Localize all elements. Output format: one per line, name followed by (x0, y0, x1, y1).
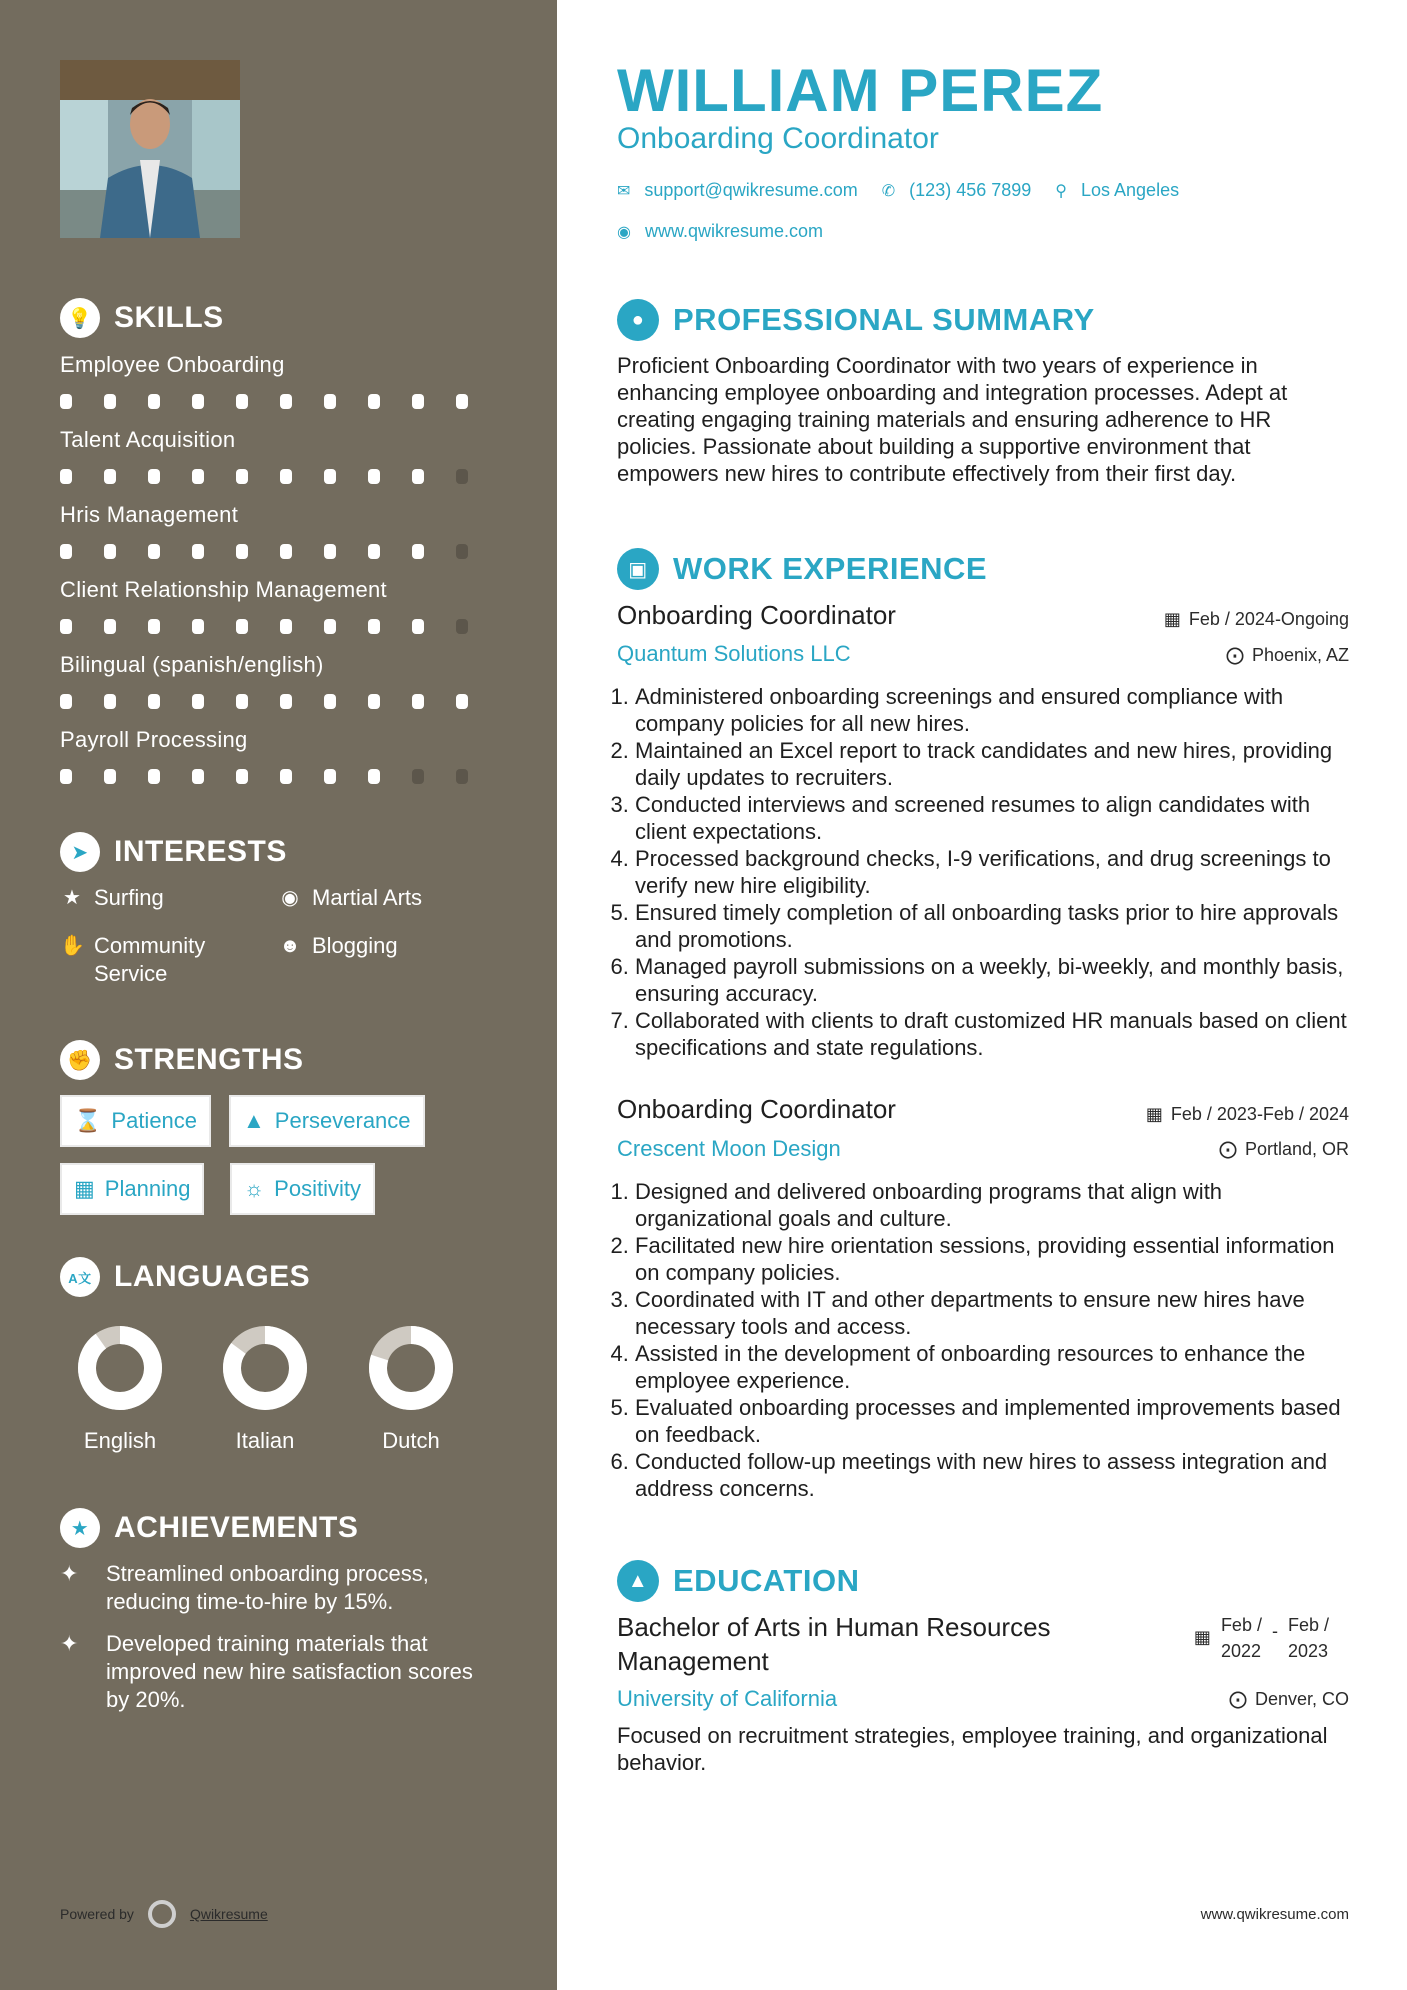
education-location (1229, 1689, 1349, 1710)
skill-dot (148, 469, 160, 484)
skill-dot (324, 694, 336, 709)
profile-photo (60, 60, 240, 238)
skill-dot (280, 694, 292, 709)
skill-dot (192, 769, 204, 784)
company-name: Crescent Moon Design (617, 1136, 841, 1161)
education-end (1288, 1612, 1329, 1664)
skill-dot (324, 544, 336, 559)
skill-name: Hris Management (60, 502, 239, 527)
skill-dot (192, 694, 204, 709)
skill-dot (60, 469, 72, 484)
skill-row (60, 427, 500, 484)
skill-dot (412, 469, 424, 484)
list-item: 1. Administered onboarding screenings and ensured compliance with company policies for all new hires. (635, 683, 1349, 737)
experience-heading (617, 548, 987, 590)
website-link[interactable]: www.qwikresume.com (644, 221, 824, 241)
skill-name: Talent Acquisition (60, 427, 236, 452)
language-ring (77, 1325, 163, 1411)
interests-title: INTERESTS (114, 835, 287, 868)
skill-dot (280, 394, 292, 409)
qwikresume-logo-icon (148, 1900, 176, 1928)
education-dates (1194, 1612, 1329, 1664)
calendar-icon: ▦ (1145, 1104, 1163, 1124)
achievement-text: Developed training materials that improved new hire satisfaction scores by 20%. (106, 1631, 473, 1712)
skill-dot (456, 394, 468, 409)
job-bullets (617, 683, 1349, 1061)
achievements-title: ACHIEVEMENTS (114, 1511, 359, 1544)
summary-heading (617, 299, 1095, 341)
skill-dot (368, 469, 380, 484)
graduation-cap-icon: ▲ (617, 1560, 659, 1602)
brand-link[interactable]: Qwikresume (189, 1906, 268, 1922)
skill-level-dots (60, 694, 500, 709)
language-ring (368, 1325, 454, 1411)
job-location (1226, 645, 1349, 666)
skill-dot (412, 394, 424, 409)
skill-dot (368, 544, 380, 559)
candidate-name: WILLIAM PEREZ (617, 57, 1104, 124)
chair-icon: ▣ (617, 548, 659, 590)
skill-level-dots (60, 394, 500, 409)
phone-text: (123) 456 7899 (909, 180, 1032, 200)
powered-by (60, 1900, 268, 1928)
education-location-text: Denver, CO (1254, 1689, 1349, 1709)
job-location (1219, 1139, 1349, 1160)
skill-dot (324, 619, 336, 634)
star-icon: ★ (63, 887, 81, 909)
skill-dot (456, 544, 468, 559)
pin-icon: ⨀ (1225, 645, 1244, 665)
skill-dot (324, 394, 336, 409)
skill-dot (148, 694, 160, 709)
skill-dot (236, 769, 248, 784)
skill-row (60, 577, 500, 634)
pin-icon: ⨀ (1218, 1139, 1237, 1159)
skill-dot (412, 544, 424, 559)
skill-dot (104, 694, 116, 709)
list-item: 4. Assisted in the development of onboarding resources to enhance the employee experience. (635, 1340, 1349, 1394)
skill-dot (148, 394, 160, 409)
list-item: 7. Collaborated with clients to draft customized HR manuals based on client specifications and state regulations. (635, 1007, 1349, 1061)
skill-level-dots (60, 469, 500, 484)
skill-dot (236, 619, 248, 634)
interest-label: Surfing (94, 885, 164, 910)
job-dates (1146, 1104, 1349, 1125)
interest-item (60, 932, 250, 988)
skill-dot (236, 544, 248, 559)
skill-dot (236, 469, 248, 484)
user-icon: ● (617, 299, 659, 341)
skill-row (60, 352, 500, 409)
list-item: 2. Facilitated new hire orientation sessions, providing essential information on company policies. (635, 1232, 1349, 1286)
job-title: Onboarding Coordinator (617, 1094, 896, 1124)
users-icon: ☻ (279, 935, 301, 957)
skill-dot (104, 394, 116, 409)
skill-dot (192, 469, 204, 484)
skill-dot (148, 544, 160, 559)
degree-title: Bachelor of Arts in Human Resources Management (617, 1612, 1051, 1676)
achievements-heading (60, 1508, 358, 1548)
job-bullets (617, 1178, 1349, 1502)
skill-name: Payroll Processing (60, 727, 248, 752)
interest-item (278, 932, 398, 960)
list-item: 6. Conducted follow-up meetings with new hires to assess integration and address concerns. (635, 1448, 1349, 1502)
skill-dot (324, 469, 336, 484)
skill-dot (280, 619, 292, 634)
skills-title: SKILLS (114, 301, 224, 334)
road-icon: ▲ (243, 1108, 265, 1133)
pin-icon: ⨀ (1228, 1689, 1247, 1709)
achievement-item (60, 1630, 500, 1714)
skill-dot (368, 619, 380, 634)
date-text: 2023 (1287, 1641, 1329, 1661)
skill-dot (148, 619, 160, 634)
strength-label: Patience (111, 1108, 198, 1133)
interests-heading (60, 832, 287, 872)
job-dates-text: Feb / 2023-Feb / 2024 (1170, 1104, 1349, 1124)
candidate-role: Onboarding Coordinator (617, 122, 939, 155)
skill-dot (60, 694, 72, 709)
company-name: Quantum Solutions LLC (617, 641, 851, 666)
strength-label: Perseverance (274, 1108, 411, 1133)
envelope-icon: ✉ (617, 182, 631, 200)
skill-name: Bilingual (spanish/english) (60, 652, 324, 677)
list-item: 5. Ensured timely completion of all onboarding tasks prior to hire approvals and promotions. (635, 899, 1349, 953)
language-ring (222, 1325, 308, 1411)
calendar-icon: ▦ (74, 1176, 95, 1201)
strength-tag (60, 1095, 211, 1147)
job-location-text: Phoenix, AZ (1251, 645, 1349, 665)
date-separator: - (1271, 1621, 1278, 1641)
phone-icon: ✆ (881, 182, 896, 200)
list-item: 6. Managed payroll submissions on a weekly, bi-weekly, and monthly basis, ensuring accuracy. (635, 953, 1349, 1007)
award-icon: ★ (60, 1508, 100, 1548)
list-item: 2. Maintained an Excel report to track candidates and new hires, providing daily updates to recruiters. (635, 737, 1349, 791)
map-pin-icon: ⚲ (1055, 182, 1067, 200)
skill-level-dots (60, 619, 500, 634)
skill-dot (412, 769, 424, 784)
strength-tag (229, 1095, 425, 1147)
skill-dot (280, 469, 292, 484)
skill-dot (236, 694, 248, 709)
shooting-star-icon: ✦ (60, 1561, 79, 1586)
interest-item (60, 884, 164, 912)
job-title: Onboarding Coordinator (617, 600, 896, 630)
strength-label: Planning (104, 1176, 191, 1201)
skill-name: Client Relationship Management (60, 577, 387, 602)
skills-heading (60, 298, 224, 338)
shooting-star-icon: ✦ (60, 1631, 79, 1656)
skill-dot (148, 769, 160, 784)
calendar-icon: ▦ (1193, 1627, 1211, 1647)
language-label: English (83, 1428, 157, 1453)
skill-dot (236, 394, 248, 409)
skill-dot (412, 619, 424, 634)
list-item: 3. Coordinated with IT and other departments to ensure new hires have necessary tools and access. (635, 1286, 1349, 1340)
strength-tag (230, 1163, 375, 1215)
skill-dot (456, 694, 468, 709)
languages-title: LANGUAGES (114, 1260, 311, 1293)
language-item (60, 1325, 180, 1454)
powered-by-label: Powered by (60, 1906, 134, 1922)
skill-dot (456, 469, 468, 484)
skill-dot (104, 769, 116, 784)
job-dates (1164, 609, 1349, 630)
skill-dot (104, 619, 116, 634)
list-item: 1. Designed and delivered onboarding programs that align with organizational goals and culture. (635, 1178, 1349, 1232)
strength-tag (60, 1163, 204, 1215)
language-label: Dutch (382, 1428, 440, 1453)
skill-name: Employee Onboarding (60, 352, 285, 377)
summary-text: Proficient Onboarding Coordinator with two years of experience in enhancing employee onboarding and integration processes. Adept at creating engaging training materials and ensuring adherence to HR policies. Passionate about building a supportive environment that empowers new hires to contribute effectively from their first day. (617, 353, 1288, 486)
strengths-heading (60, 1040, 304, 1080)
education-text: Focused on recruitment strategies, employee training, and organizational behavior. (617, 1723, 1328, 1775)
lightbulb-icon: 💡 (60, 298, 100, 338)
skill-dot (456, 769, 468, 784)
experience-title: WORK EXPERIENCE (673, 551, 988, 586)
skill-dot (368, 394, 380, 409)
skill-dot (456, 619, 468, 634)
interest-item (278, 884, 422, 912)
skill-dot (60, 394, 72, 409)
skill-row (60, 652, 500, 709)
footer-url[interactable]: www.qwikresume.com (1200, 1906, 1349, 1923)
skill-dot (324, 769, 336, 784)
skill-dot (412, 694, 424, 709)
interest-label: Community Service (94, 933, 206, 986)
date-text: Feb / (1287, 1615, 1329, 1635)
skill-dot (192, 619, 204, 634)
summary-title: PROFESSIONAL SUMMARY (673, 302, 1095, 337)
job-dates-text: Feb / 2024-Ongoing (1188, 609, 1349, 629)
hand-icon: ✋ (60, 935, 85, 957)
email-link[interactable]: support@qwikresume.com (644, 180, 858, 200)
skill-row (60, 502, 500, 559)
location-text: Los Angeles (1081, 180, 1180, 200)
skill-dot (60, 619, 72, 634)
globe-icon: ◉ (617, 223, 631, 241)
language-item (351, 1325, 471, 1454)
achievement-item (60, 1560, 500, 1616)
skill-level-dots (60, 769, 500, 784)
fist-icon: ✊ (60, 1040, 100, 1080)
skill-dot (280, 769, 292, 784)
skill-dot (368, 769, 380, 784)
language-ring-fill (87, 1335, 153, 1401)
list-item: 3. Conducted interviews and screened resumes to align candidates with client expectations. (635, 791, 1349, 845)
list-item: 4. Processed background checks, I-9 verifications, and drug screenings to verify new hire eligibility. (635, 845, 1349, 899)
contact-row (617, 180, 1179, 201)
date-text: Feb / (1220, 1615, 1262, 1635)
skill-dot (60, 769, 72, 784)
skill-dot (104, 544, 116, 559)
language-label: Italian (235, 1428, 295, 1453)
education-heading (617, 1560, 859, 1602)
list-item: 5. Evaluated onboarding processes and implemented improvements based on feedback. (635, 1394, 1349, 1448)
skill-dot (368, 694, 380, 709)
skill-dot (60, 544, 72, 559)
paper-plane-icon: ➤ (60, 832, 100, 872)
hourglass-icon: ⌛ (74, 1108, 102, 1133)
website-row (617, 221, 823, 242)
skill-dot (104, 469, 116, 484)
languages-heading (60, 1257, 310, 1297)
job-location-text: Portland, OR (1244, 1139, 1349, 1159)
language-icon: A文 (60, 1257, 100, 1297)
globe-icon: ◉ (281, 887, 299, 909)
school-name: University of California (617, 1686, 838, 1711)
education-title: EDUCATION (673, 1563, 860, 1598)
achievement-text: Streamlined onboarding process, reducing time-to-hire by 15%. (106, 1561, 429, 1614)
skill-level-dots (60, 544, 500, 559)
language-item (205, 1325, 325, 1454)
education-start (1221, 1612, 1262, 1664)
sidebar (0, 0, 557, 1990)
skill-dot (280, 544, 292, 559)
strength-label: Positivity (274, 1176, 361, 1201)
date-text: 2022 (1220, 1641, 1261, 1661)
interest-label: Blogging (312, 933, 398, 958)
skill-dot (192, 544, 204, 559)
skill-row (60, 727, 500, 784)
strengths-title: STRENGTHS (114, 1043, 304, 1076)
skill-dot (192, 394, 204, 409)
calendar-icon: ▦ (1163, 609, 1181, 629)
interest-label: Martial Arts (312, 885, 423, 910)
sun-icon: ☼ (244, 1176, 265, 1201)
